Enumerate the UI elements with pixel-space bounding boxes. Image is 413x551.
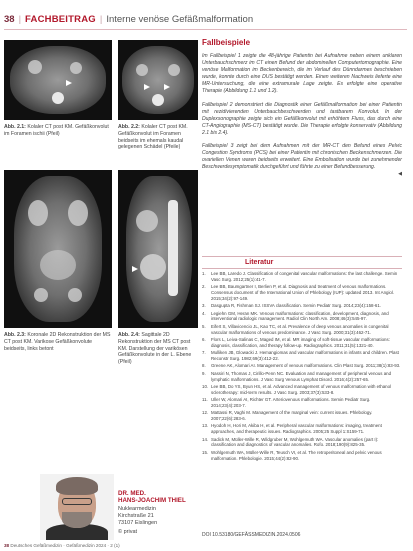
reference-text: Lee BB, Laredo J. Classification of congenital vascular malformations: the last challenge. Semin Vasc Surg. 2012;25(1):41-7. xyxy=(211,271,398,282)
author-affiliation: Nuklearmedizin xyxy=(118,506,156,512)
author-name: HANS-JOACHIM THIEL xyxy=(118,497,186,504)
footer-page-number: 38 xyxy=(4,543,10,548)
reference-text: Mulliken JB, Glowacki J. Hemangiomas and vascular malformations in infants and children. Plast Reconstr Surg. 1982;69(3):412-22. xyxy=(211,350,399,361)
article-title: Interne venöse Gefäßmalformation xyxy=(106,13,254,25)
reference-text: Flors L, Leiva-Salinas C, Maged IM, et al. MR imaging of soft-tissue vascular malformations: diagnosis, classification, and therapy follow-up. Radiographics. 2011;31(5):1321-40. xyxy=(211,336,390,348)
reference-item xyxy=(202,350,402,362)
box-title: Fallbeispiele xyxy=(202,38,251,47)
author-city: 73107 Eislingen xyxy=(118,520,158,526)
reference-list xyxy=(202,271,402,463)
photo-credit: © privat xyxy=(118,529,138,535)
caption-label: Abb. 2.3: xyxy=(4,332,26,338)
page-number: 38 xyxy=(4,13,15,25)
reference-item xyxy=(202,437,402,449)
reference-text: Uller W, Alomari AI, Richter GT. Arteriovenous malformations. Semin Pediatr Surg. 2014;23(4):203-7. xyxy=(211,397,371,408)
caption-text: Kolaler CT post KM. Gefäßkonvolut im Foramen ischii (Pfeil) xyxy=(4,124,109,137)
reference-number: 7. xyxy=(202,350,206,356)
reference-item xyxy=(202,337,402,349)
reference-number: 9. xyxy=(202,370,206,376)
caption-label: Abb. 2.2: xyxy=(118,124,140,130)
header-divider xyxy=(4,29,407,30)
reference-item xyxy=(202,384,402,396)
reference-number: 5. xyxy=(202,323,206,329)
reference-number: 11. xyxy=(202,397,208,403)
author-block xyxy=(118,490,186,536)
case-paragraph-1: Im Fallbeispiel 1 zeigte die 48-jährige Patientin bei Aufnahme neben einem unklaren Unterbauchschmerz im CT einen Befund der abdominellen Computertomographie. Eine venöse Malformation im Beckenbereich, die im Verlauf des Dünndarmes beschrieben wurde, konnte durch eine DUS bestätigt werden. Einen weiteren Nachweis lieferte eine MR-Untersuchung, die eine extramurale Lage zeigte. Es erfolgte eine operative Therapie (Abbildung 1.1 und 1.2). xyxy=(202,53,402,95)
reference-text: Dasgupta R, Fishman SJ. ISSVA classification. Semin Pediatr Surg. 2014;23(4):158-61. xyxy=(211,303,382,309)
reference-item xyxy=(202,324,402,336)
end-mark-icon: ◀ xyxy=(398,171,402,178)
author-photo xyxy=(40,474,114,540)
reference-number: 2. xyxy=(202,284,206,290)
reference-item xyxy=(202,363,402,369)
arrow-icon xyxy=(132,266,138,272)
caption-text: Kolaler CT post KM. Gefäßkonvolut im Foramen beidseits im ehemals kaudal gelegenen Schädel (Pfeile) xyxy=(118,124,188,151)
reference-text: Greene AK, Alomari AI. Management of venous malformations. Clin Plast Surg. 2011;38(1):83-93. xyxy=(211,363,401,369)
reference-text: Eifert S, Villavicencio JL, Kao TC, et al. Prevalence of deep venous anomalies in congenital vascular malformations of venous predominance. J Vasc Surg. 2000;31(3):462-71. xyxy=(211,323,389,335)
reference-number: 12. xyxy=(202,410,209,416)
section-label: FACHBEITRAG xyxy=(25,13,96,25)
footer-text: Deutsches Gefäßmedizin · Gefäßmedizin 2024 · 2 (1) xyxy=(10,543,120,548)
literature-title: Literatur xyxy=(245,259,274,266)
page-header xyxy=(4,12,253,26)
reference-text: Sadick M, Müller-Wille R, Wildgruber M, Wohlgemuth WA. Vascular anomalies (part I): classification and diagnostics of vascular anomalies. Rofo. 2018;190(9):825-35. xyxy=(211,436,379,448)
reference-item xyxy=(202,284,402,301)
author-title: DR. MED. xyxy=(118,490,146,497)
reference-number: 4. xyxy=(202,310,206,316)
reference-item xyxy=(202,410,402,422)
caption-label: Abb. 2.1: xyxy=(4,124,26,130)
arrow-icon xyxy=(164,84,170,90)
reference-number: 14. xyxy=(202,436,209,442)
ct-image-axial-2 xyxy=(118,40,198,120)
ct-image-sagittal xyxy=(118,170,198,328)
reference-item xyxy=(202,397,402,409)
caption-text: Sagittale 2D Rekonstruktion der MS CT post KM. Darstellung der varikösen Gefäßkonvolute in der L. Ebene (Pfeil) xyxy=(118,332,192,366)
reference-text: Nassiri N, Thomas J, Cirillo-Penn NC. Evaluation and management of peripheral venous and lymphatic malformations. J Vasc Surg Venous Lymphat Disord. 2016;4(2):257-65. xyxy=(211,370,392,382)
ct-image-coronal xyxy=(4,170,112,328)
reference-number: 13. xyxy=(202,423,209,429)
reference-text: Mattassi R, Vaghi M. Management of the marginal vein: current issues. Phlebology. 2007;22(6):283-6. xyxy=(211,410,373,422)
reference-text: Legiehn GM, Heran MK. Venous malformations: classification, development, diagnosis, and interventional radiologic management. Radiol Clin North Am. 2008;46(3):545-97. xyxy=(211,310,389,322)
reference-number: 15. xyxy=(202,449,209,455)
literature-rule-top xyxy=(202,256,402,257)
case-paragraph-3: Fallbeispiel 3 zeigt bei dem Aufnahmen mit der MR-CT den Befund eines Pelvic Congestion Syndroms (PCS) bei einer Patientin mit chronischen Beckenschmerzen. Die ovariellen Venen waren beidseits erweitert. Eine Embolisation wurde bei zunehmender Beschwerdesymptomatik durchgeführt und führte zu einer Befundbesserung. xyxy=(202,143,402,171)
reference-item xyxy=(202,371,402,383)
reference-item xyxy=(202,271,402,283)
figure-caption-2-3 xyxy=(4,332,112,352)
reference-number: 6. xyxy=(202,336,206,342)
author-street: Kirchstraße 21 xyxy=(118,513,154,519)
caption-label: Abb. 2.4: xyxy=(118,332,140,338)
doi-line: DOI 10.53180/GEFÄSSMEDIZIN.2024.0506 xyxy=(202,532,301,538)
reference-item xyxy=(202,450,402,462)
reference-number: 1. xyxy=(202,271,206,276)
arrow-icon xyxy=(144,84,150,90)
reference-number: 10. xyxy=(202,383,209,389)
case-paragraph-2: Fallbeispiel 2 demonstriert die Diagnostik einer Gefäßmalformation bei einer Patientin mit rezidivierenden Unterbauchbeschwerden und tastbarem Konvolut. In der Duplexsonographie zeigte sich ein Gefäßkonvolut mit erhöhtem Fluss, das durch eine CT-Angiographie (MS-CT) bestätigt wurde. Die Therapie erfolgte konservativ (Abbildung 2.1 bis 2.4). xyxy=(202,101,402,136)
reference-text: Lee BB, Do YS, Byun HS, et al. Advanced management of venous malformation with ethanol sclerotherapy: mid-term results. J Vasc Surg. 2003;37(3):533-8. xyxy=(211,383,392,395)
ct-image-axial-1 xyxy=(4,40,112,120)
reference-number: 8. xyxy=(202,363,206,369)
literature-rule-bottom xyxy=(202,268,402,269)
figure-caption-2-2 xyxy=(118,124,198,151)
page-footer xyxy=(4,543,120,548)
caption-text: Koronale 2D Rekonstruktion der MS CT post KM. Varikose Gefäßkonvolute beidseits, links betont xyxy=(4,332,111,352)
header-separator: | xyxy=(18,13,22,25)
reference-text: Lee BB, Baumgartner I, Berlien P, et al. Diagnosis and treatment of venous malformations. Consensus document of the International Union of Phlebology (IUP): updated 2013. Int Angiol. 2015;34(2):97-149. xyxy=(211,284,395,301)
arrow-icon xyxy=(66,80,72,86)
case-box xyxy=(202,38,402,181)
figure-caption-2-4 xyxy=(118,332,198,366)
reference-item xyxy=(202,423,402,435)
reference-text: Wohlgemuth WA, Müller-Wille R, Teusch VI, et al. The retroperitoneal and pelvic venous malformation. Phlebologie. 2015;44(2):82-90. xyxy=(211,449,382,461)
reference-item xyxy=(202,311,402,323)
figure-caption-2-1 xyxy=(4,124,112,138)
reference-item xyxy=(202,303,402,309)
reference-text: Hyodoh H, Hori M, Akiba H, et al. Peripheral vascular malformations: imaging, treatment approaches, and therapeutic issues. Radiographics. 2005;25 Suppl 1:S159-71. xyxy=(211,423,382,435)
header-separator: | xyxy=(99,13,103,25)
reference-number: 3. xyxy=(202,303,206,309)
